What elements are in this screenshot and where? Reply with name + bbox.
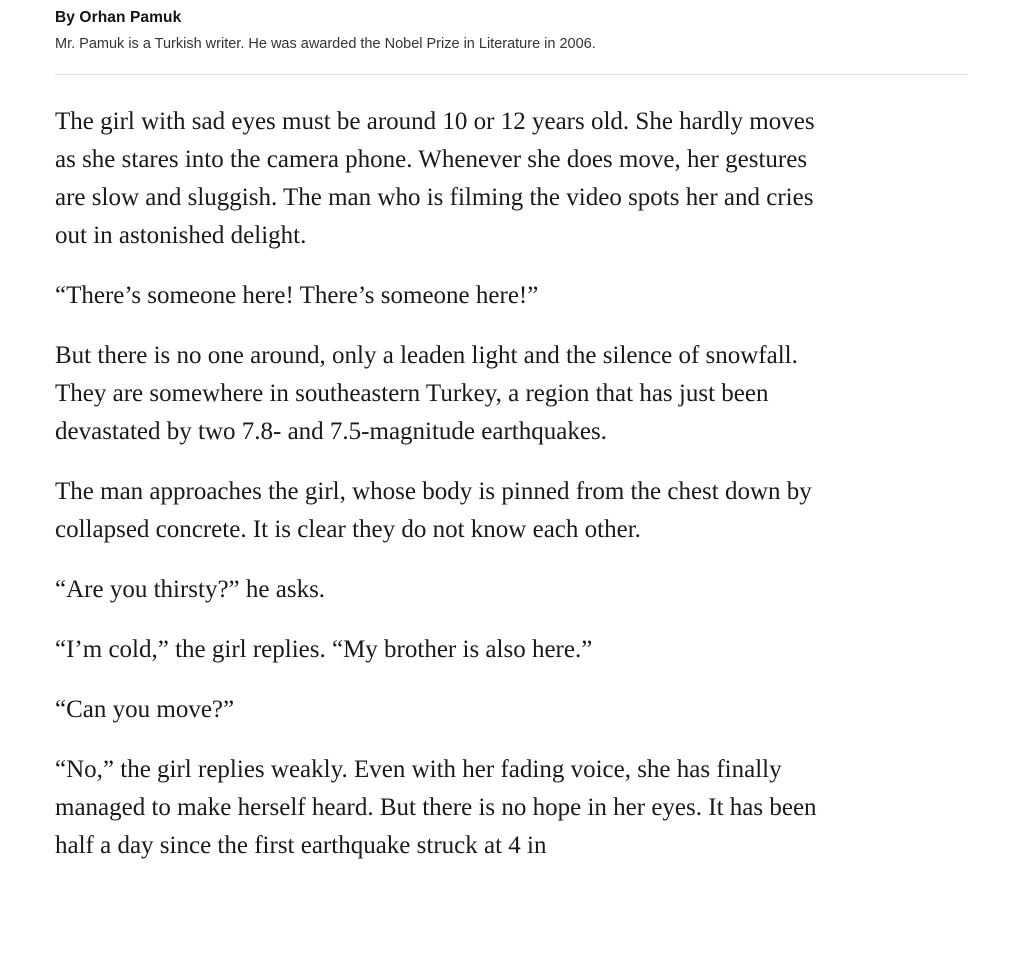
byline-bio: Mr. Pamuk is a Turkish writer. He was awarded the Nobel Prize in Literature in 2006. xyxy=(55,35,596,52)
article-paragraph: The man approaches the girl, whose body is pinned from the chest down by collapsed concrete. It is clear they do not know each other. xyxy=(55,478,812,544)
article-paragraph: “I’m cold,” the girl replies. “My brother is also here.” xyxy=(55,636,593,664)
article-paragraph: “No,” the girl replies weakly. Even with her fading voice, she has finally managed to make herself heard. But there is no hope in her eyes. It has been half a day since the first earthquake struck at 4 in xyxy=(55,756,817,860)
article-paragraph: “There’s someone here! There’s someone here!” xyxy=(55,282,539,310)
article-paragraph: But there is no one around, only a leaden light and the silence of snowfall. They are somewhere in southeastern Turkey, a region that has just been devastated by two 7.8- and 7.5-magnitude earthquakes. xyxy=(55,342,798,446)
article-paragraph: The girl with sad eyes must be around 10 or 12 years old. She hardly moves as she stares into the camera phone. Whenever she does move, her gestures are slow and sluggish. The man who is filming the video spots her and cries out in astonished delight. xyxy=(55,108,815,250)
article-body xyxy=(55,75,845,865)
byline-author: By Orhan Pamuk xyxy=(55,9,182,26)
article-paragraph: “Can you move?” xyxy=(55,696,235,724)
article-paragraph: “Are you thirsty?” he asks. xyxy=(55,576,326,604)
byline-block xyxy=(55,0,968,75)
